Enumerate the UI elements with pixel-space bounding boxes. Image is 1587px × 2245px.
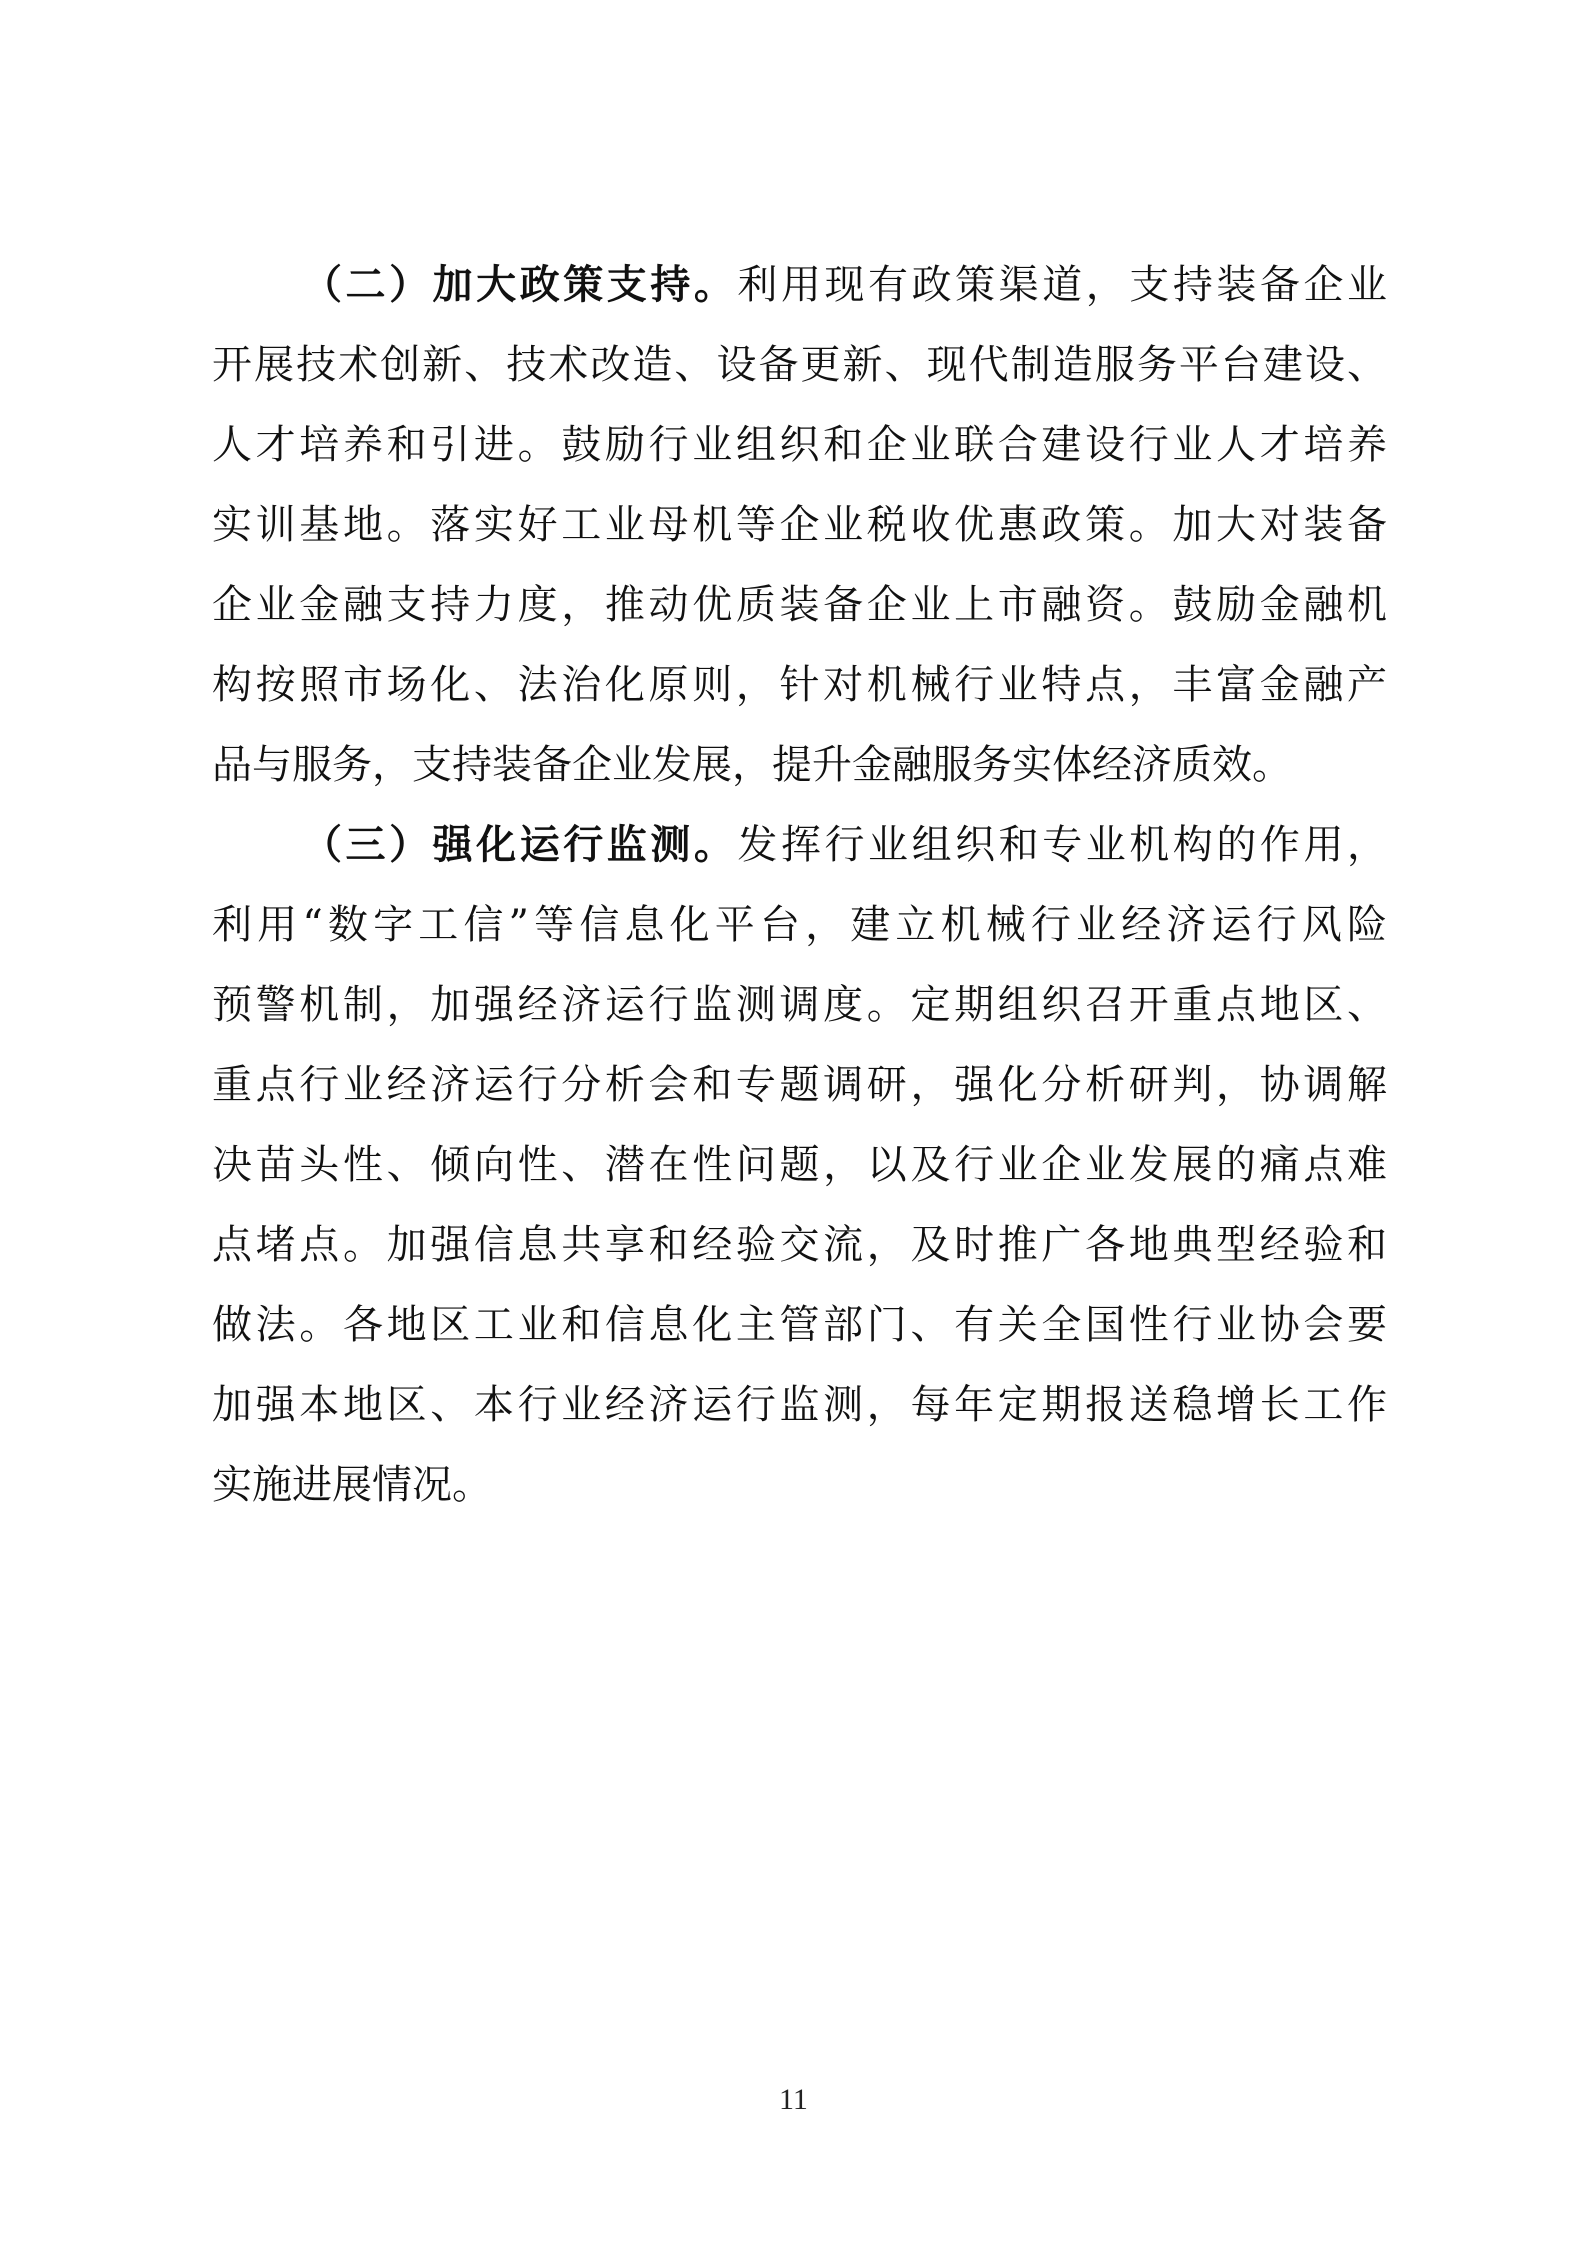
paragraph-line: 利用“数字工信”等信息化平台，建立机械行业经济运行风险: [212, 902, 1387, 948]
paragraph-line: 开展技术创新、技术改造、设备更新、现代制造服务平台建设、: [212, 342, 1387, 388]
body-text: [212, 245, 1387, 1525]
heading-operation-monitoring: （三）强化运行监测。: [302, 822, 738, 868]
paragraph-line: 重点行业经济运行分析会和专题调研，强化分析研判，协调解: [212, 1062, 1387, 1108]
paragraph-line: 加强本地区、本行业经济运行监测，每年定期报送稳增长工作: [212, 1382, 1387, 1428]
paragraph-line: 构按照市场化、法治化原则，针对机械行业特点，丰富金融产: [212, 662, 1387, 708]
paragraph-text: 利用现有政策渠道，支持装备企业: [737, 262, 1388, 308]
paragraph-monitoring-line-1: [212, 805, 1387, 885]
paragraph-line: 做法。各地区工业和信息化主管部门、有关全国性行业协会要: [212, 1302, 1387, 1348]
paragraph-policy-support-line-1: [212, 245, 1387, 325]
paragraph-text: 发挥行业组织和专业机构的作用，: [737, 822, 1388, 868]
paragraph-line: 人才培养和引进。鼓励行业组织和企业联合建设行业人才培养: [212, 422, 1387, 468]
page-number: 11: [779, 2083, 808, 2116]
paragraph-line: 品与服务，支持装备企业发展，提升金融服务实体经济质效。: [212, 742, 1292, 788]
paragraph-line: 实训基地。落实好工业母机等企业税收优惠政策。加大对装备: [212, 502, 1387, 548]
paragraph-line: 决苗头性、倾向性、潜在性问题，以及行业企业发展的痛点难: [212, 1142, 1387, 1188]
heading-policy-support: （二）加大政策支持。: [302, 262, 738, 308]
paragraph-line: 点堵点。加强信息共享和经验交流，及时推广各地典型经验和: [212, 1222, 1387, 1268]
paragraph-line: 企业金融支持力度，推动优质装备企业上市融资。鼓励金融机: [212, 582, 1387, 628]
paragraph-line: 实施进展情况。: [212, 1462, 492, 1508]
paragraph-line: 预警机制，加强经济运行监测调度。定期组织召开重点地区、: [212, 982, 1387, 1028]
